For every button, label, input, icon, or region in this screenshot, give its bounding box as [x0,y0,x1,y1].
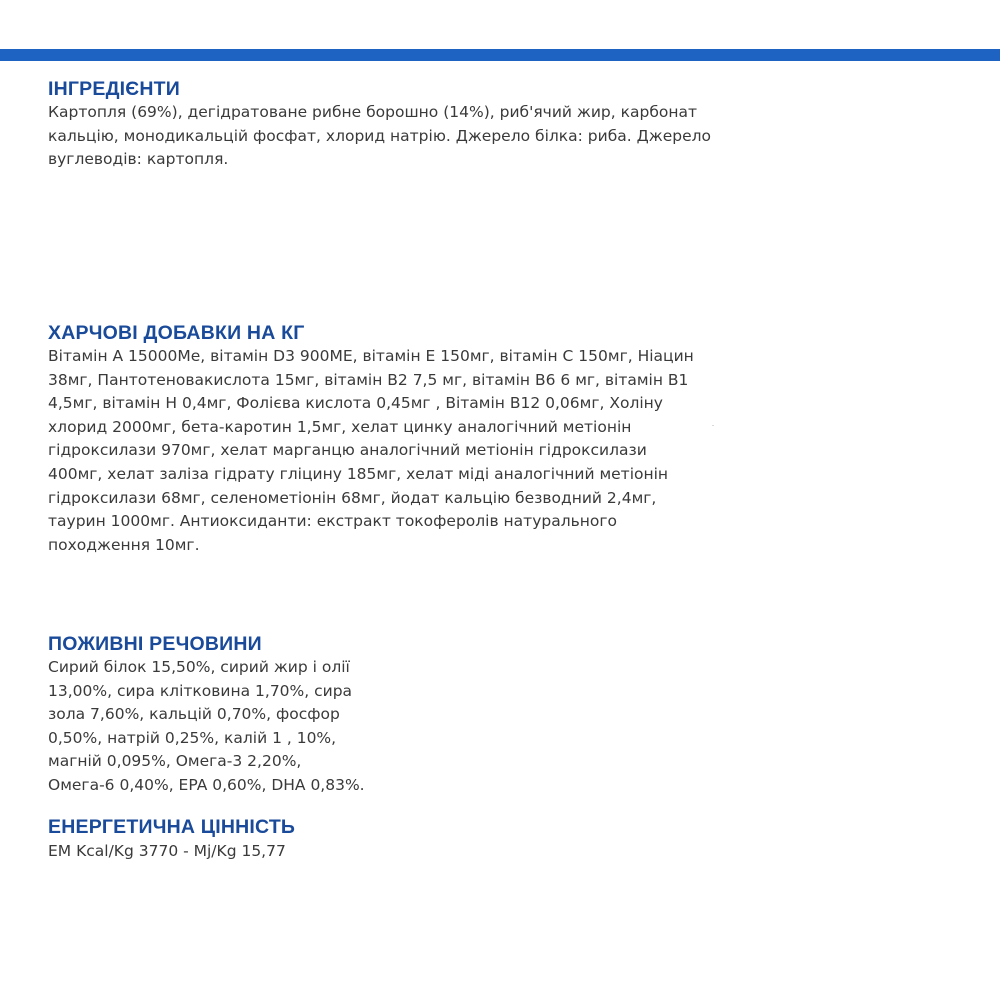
ingredients-heading: ІНГРЕДІЄНТИ [48,78,180,100]
ingredients-line: кальцію, монодикальцій фосфат, хлорид натрію. Джерело білка: риба. Джерело [48,126,712,145]
energy-section [48,815,295,864]
additives-heading: ХАРЧОВІ ДОБАВКИ НА КГ [48,322,305,344]
additives-line: 38мг, Пантотеновакислота 15мг, вітамін В2 7,5 мг, вітамін В6 6 мг, вітамін В1 [48,370,689,389]
nutrients-heading: ПОЖИВНІ РЕЧОВИНИ [48,633,262,655]
energy-text [48,840,295,864]
additives-line: гідроксилази 970мг, хелат марганцю аналогічний метіонін гідроксилази [48,441,647,460]
nutrients-line: 13,00%, сира клітковина 1,70%, сира [48,681,353,700]
top-accent-bar [0,49,1000,61]
nutrients-line: магній 0,095%, Омега-3 2,20%, [48,752,302,771]
energy-heading: ЕНЕРГЕТИЧНА ЦІННІСТЬ [48,816,296,838]
nutrients-line: Сирий білок 15,50%, сирий жир і олії [48,658,350,676]
additives-text [48,345,694,557]
nutrients-line: зола 7,60%, кальцій 0,70%, фосфор [48,705,340,724]
ingredients-line: Картопля (69%), дегідратоване рибне борошно (14%), риб'ячий жир, карбонат [48,103,698,121]
additives-line: хлорид 2000мг, бета-каротин 1,5мг, хелат цинку аналогічний метіонін [48,417,632,436]
additives-line: гідроксилази 68мг, селенометіонін 68мг, йодат кальцію безводний 2,4мг, [48,488,657,507]
stray-mark [712,425,714,426]
additives-section [48,321,694,557]
additives-line: 4,5мг, вітамін Н 0,4мг, Фолієва кислота 0,45мг , Вітамін В12 0,06мг, Холіну [48,394,663,413]
ingredients-section [48,77,711,172]
additives-line: Вітамін А 15000Ме, вітамін D3 900МЕ, вітамін Е 150мг, вітамін С 150мг, Ніацин [48,347,694,365]
ingredients-line: вуглеводів: картопля. [48,150,229,169]
nutrients-section [48,632,365,798]
additives-line: таурин 1000мг. Антиоксиданти: екстракт токоферолів натурального [48,512,617,531]
ingredients-text [48,101,711,172]
additives-line: 400мг, хелат заліза гідрату гліцину 185мг, хелат міді аналогічний метіонін [48,464,669,483]
nutrients-line: 0,50%, натрій 0,25%, калій 1 , 10%, [48,728,337,747]
additives-line: походження 10мг. [48,535,200,554]
nutrients-text [48,656,365,798]
nutrients-line: Омега-6 0,40%, EPA 0,60%, DHA 0,83%. [48,775,365,794]
energy-line: EM Kcal/Kg 3770 - Mj/Kg 15,77 [48,842,286,860]
